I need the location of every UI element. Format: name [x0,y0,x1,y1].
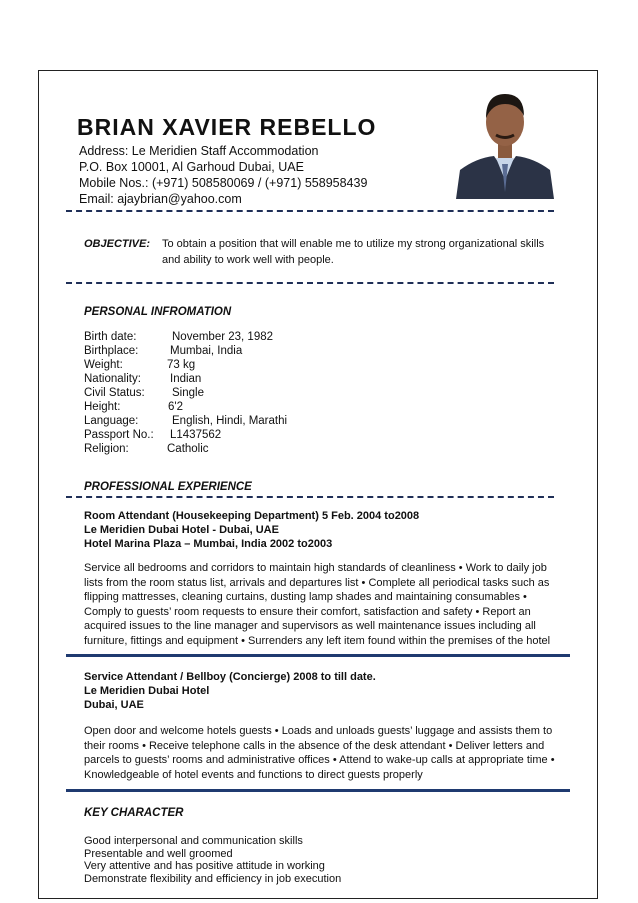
description-line: Service all bedrooms and corridors to maintain high standards of cleanliness • Work to daily job [84,562,547,574]
personal-info-value: Catholic [167,443,209,455]
objective-text-line: and ability to work well with people. [162,254,334,266]
personal-info-value: L1437562 [170,429,222,441]
divider-dashed [66,210,554,212]
personal-info-value: English, Hindi, Marathi [172,415,288,427]
divider-dashed [66,282,554,284]
personal-info-label: Nationality: [84,373,141,385]
description-line: lists from the room status list, arrivals and departures list • Complete all periodical tasks such as [84,576,550,589]
profile-photo [456,80,554,199]
objective-label: OBJECTIVE: [84,238,151,250]
personal-info-title: PERSONAL INFROMATION [84,306,232,318]
personal-info-label: Birthplace: [84,345,139,357]
divider-solid [66,789,570,792]
job-description [84,724,555,782]
experience-title: PROFESSIONAL EXPERIENCE [84,481,252,493]
objective-text-line: To obtain a position that will enable me to utilize my strong organizational skills [162,238,545,250]
personal-info-label: Language: [84,415,139,427]
personal-info-label: Civil Status: [84,387,145,399]
key-character-item: Good interpersonal and communication skills [84,835,303,847]
candidate-name: BRIAN XAVIER REBELLO [77,114,377,140]
key-character-list [84,835,341,885]
personal-info-value: November 23, 1982 [172,331,274,343]
key-character-item: Very attentive and has positive attitude in working [84,860,325,872]
personal-info-value: Single [172,387,204,399]
personal-info-label: Birth date: [84,331,137,343]
job-title: Service Attendant / Bellboy (Concierge) 2008 to till date. [84,671,376,683]
key-character-title: KEY CHARACTER [84,807,184,819]
description-line: parcels to guests’ rooms and administrative offices • Attend to wake-up calls at appropriate time • [84,754,555,766]
description-line: Knowledgeable of hotel events and functions to direct guests properly [84,768,423,781]
mobile-line: Mobile Nos.: (+971) 508580069 / (+971) 558958439 [79,176,368,190]
description-line: Open door and welcome hotels guests • Loads and unloads guests’ luggage and assists them to [84,725,553,737]
description-line: their rooms • Receive telephone calls in the absence of the desk attendant • Deliver letters and [84,739,545,752]
job-title: Room Attendant (Housekeeping Department) 5 Feb. 2004 to2008 [84,510,420,522]
personal-info-value: 73 kg [167,359,196,371]
divider-dashed [66,496,554,498]
job-employer: Hotel Marina Plaza – Mumbai, India 2002 to2003 [84,538,333,550]
personal-info-label: Height: [84,401,121,413]
key-character-item: Presentable and well groomed [84,847,233,860]
personal-info-label: Weight: [84,359,123,371]
address-line: Address: Le Meridien Staff Accommodation [79,144,319,158]
key-character-item: Demonstrate flexibility and efficiency in job execution [84,872,342,885]
description-line: Comply to guests’ room requests to ensure their comfort, satisfaction and safety • Report an [84,605,531,618]
personal-info-label: Religion: [84,443,129,455]
job-employer: Le Meridien Dubai Hotel [84,685,210,697]
job-description [84,561,550,648]
description-line: acquired issues to the line manager and supervisors as well maintenance issues including all [84,620,536,632]
po-box-line: P.O. Box 10001, Al Garhoud Dubai, UAE [79,160,304,174]
personal-info-value: Mumbai, India [170,345,243,357]
job-location: Dubai, UAE [84,699,144,711]
personal-info-label: Passport No.: [84,429,154,441]
divider-solid [66,654,570,657]
personal-info-value: 6'2 [168,401,183,413]
personal-info-value: Indian [170,373,202,385]
description-line: furniture, fittings and equipment • Surrenders any left item found within the premises of the hotel [84,634,551,647]
description-line: flipping mattresses, cleaning curtains, dusting lamp shades and maintaining consumables • [84,591,527,603]
email-line: Email: ajaybrian@yahoo.com [79,192,242,206]
job-employer: Le Meridien Dubai Hotel - Dubai, UAE [84,524,279,536]
